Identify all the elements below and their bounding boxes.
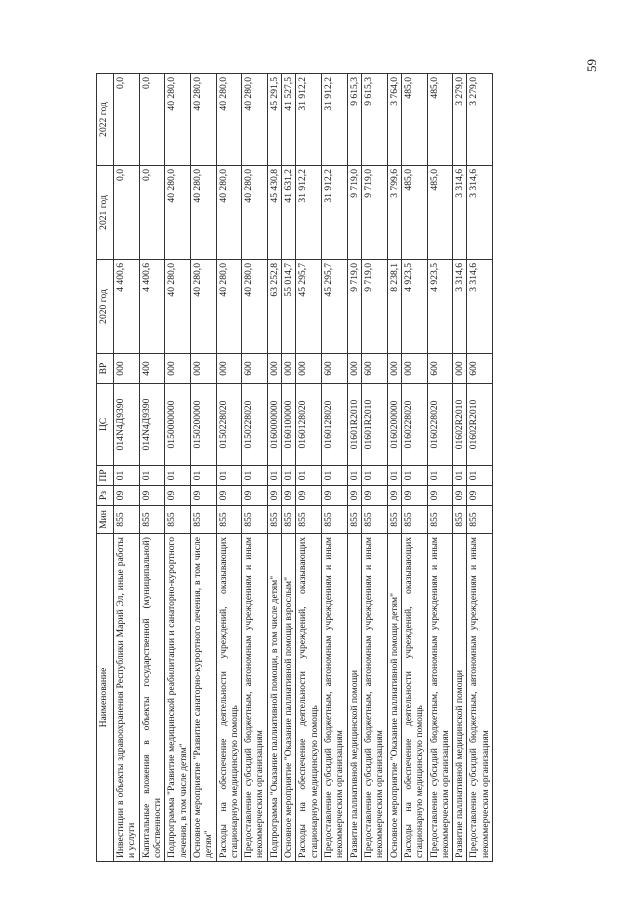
row-pr: 01 bbox=[114, 466, 140, 486]
row-name: Основное мероприятие "Оказание паллиативной помощи взрослым" bbox=[282, 534, 296, 862]
row-rz: 09 bbox=[296, 486, 322, 506]
table-row bbox=[467, 74, 493, 862]
header-rz: Рз bbox=[97, 486, 114, 506]
row-pr: 01 bbox=[322, 466, 348, 486]
row-cs: 0160000000 bbox=[267, 384, 281, 466]
row-rz: 09 bbox=[401, 486, 427, 506]
row-min: 855 bbox=[267, 506, 281, 534]
row-rz: 09 bbox=[114, 486, 140, 506]
row-pr: 01 bbox=[216, 466, 242, 486]
row-value-2020: 9 719,0 bbox=[347, 260, 361, 354]
table-row bbox=[190, 74, 216, 862]
row-vr: 600 bbox=[427, 354, 453, 384]
row-name: Подпрограмма "Оказание паллиативной помощи, в том числе детям" bbox=[267, 534, 281, 862]
row-value-2022: 40 280,0 bbox=[242, 74, 268, 166]
row-value-2022: 485,0 bbox=[401, 74, 427, 166]
row-name: Развитие паллиативной медицинской помощи bbox=[347, 534, 361, 862]
row-pr: 01 bbox=[453, 466, 467, 486]
row-vr: 000 bbox=[296, 354, 322, 384]
row-min: 855 bbox=[467, 506, 493, 534]
row-rz: 09 bbox=[282, 486, 296, 506]
row-vr: 000 bbox=[282, 354, 296, 384]
table-row bbox=[267, 74, 281, 862]
header-name: Наименование bbox=[97, 534, 114, 862]
row-pr: 01 bbox=[165, 466, 191, 486]
row-vr: 600 bbox=[361, 354, 387, 384]
row-value-2020: 4 923,5 bbox=[427, 260, 453, 354]
row-rz: 09 bbox=[427, 486, 453, 506]
budget-table bbox=[96, 73, 493, 862]
row-rz: 09 bbox=[139, 486, 165, 506]
row-rz: 09 bbox=[347, 486, 361, 506]
row-value-2021: 3 314,6 bbox=[453, 166, 467, 260]
row-cs: 0160100000 bbox=[282, 384, 296, 466]
row-value-2020: 40 280,0 bbox=[165, 260, 191, 354]
table-row bbox=[282, 74, 296, 862]
table-row bbox=[165, 74, 191, 862]
row-value-2021: 0,0 bbox=[114, 166, 140, 260]
row-name: Основное мероприятие "Оказание паллиативной помощи детям" bbox=[387, 534, 401, 862]
row-min: 855 bbox=[282, 506, 296, 534]
row-value-2022: 0,0 bbox=[114, 74, 140, 166]
row-vr: 600 bbox=[242, 354, 268, 384]
row-min: 855 bbox=[427, 506, 453, 534]
row-pr: 01 bbox=[467, 466, 493, 486]
row-value-2020: 9 719,0 bbox=[361, 260, 387, 354]
row-rz: 09 bbox=[467, 486, 493, 506]
row-value-2020: 63 252,8 bbox=[267, 260, 281, 354]
table-row bbox=[139, 74, 165, 862]
row-value-2021: 40 280,0 bbox=[190, 166, 216, 260]
row-value-2022: 45 291,5 bbox=[267, 74, 281, 166]
row-pr: 01 bbox=[139, 466, 165, 486]
row-vr: 000 bbox=[347, 354, 361, 384]
row-value-2021: 9 719,0 bbox=[347, 166, 361, 260]
row-min: 855 bbox=[387, 506, 401, 534]
row-value-2020: 40 280,0 bbox=[190, 260, 216, 354]
row-value-2021: 45 430,8 bbox=[267, 166, 281, 260]
row-name: Расходы на обеспечение деятельности учреждений, оказывающих стационарную медицинскую помощь bbox=[401, 534, 427, 862]
row-name: Развитие паллиативной медицинской помощи bbox=[453, 534, 467, 862]
row-cs: 01601R2010 bbox=[361, 384, 387, 466]
row-value-2021: 485,0 bbox=[427, 166, 453, 260]
table-row bbox=[114, 74, 140, 862]
row-cs: 01602R2010 bbox=[467, 384, 493, 466]
row-cs: 0160228020 bbox=[401, 384, 427, 466]
row-name: Инвестиции в объекты здравоохранения Республики Марий Эл, иные работы и услуги bbox=[114, 534, 140, 862]
row-min: 855 bbox=[216, 506, 242, 534]
row-vr: 000 bbox=[114, 354, 140, 384]
header-2021: 2021 год bbox=[97, 166, 114, 260]
row-vr: 000 bbox=[216, 354, 242, 384]
budget-table-rotated bbox=[96, 74, 576, 862]
row-value-2021: 485,0 bbox=[401, 166, 427, 260]
row-rz: 09 bbox=[190, 486, 216, 506]
row-value-2020: 8 238,1 bbox=[387, 260, 401, 354]
row-min: 855 bbox=[114, 506, 140, 534]
row-cs: 01602R2010 bbox=[453, 384, 467, 466]
row-value-2020: 3 314,6 bbox=[453, 260, 467, 354]
row-name: Подпрограмма "Развитие медицинской реабилитации и санаторно-курортного лечения, в том числе детям" bbox=[165, 534, 191, 862]
row-cs: 0150228020 bbox=[216, 384, 242, 466]
table-row bbox=[453, 74, 467, 862]
header-2020: 2020 год bbox=[97, 260, 114, 354]
row-value-2021: 40 280,0 bbox=[165, 166, 191, 260]
header-cs: ЦС bbox=[97, 384, 114, 466]
row-name: Расходы на обеспечение деятельности учреждений, оказывающих стационарную медицинскую помощь bbox=[296, 534, 322, 862]
row-value-2020: 3 314,6 bbox=[467, 260, 493, 354]
row-pr: 01 bbox=[361, 466, 387, 486]
row-vr: 000 bbox=[387, 354, 401, 384]
row-cs: 014N4Д9390 bbox=[139, 384, 165, 466]
row-value-2022: 40 280,0 bbox=[216, 74, 242, 166]
row-name: Основное мероприятие "Развитие санаторно-курортного лечения, в том числе детям" bbox=[190, 534, 216, 862]
row-value-2020: 45 295,7 bbox=[296, 260, 322, 354]
row-rz: 09 bbox=[322, 486, 348, 506]
row-value-2021: 31 912,2 bbox=[296, 166, 322, 260]
row-value-2022: 41 527,5 bbox=[282, 74, 296, 166]
row-min: 855 bbox=[165, 506, 191, 534]
row-value-2022: 3 279,0 bbox=[453, 74, 467, 166]
row-rz: 09 bbox=[267, 486, 281, 506]
row-cs: 0160200000 bbox=[387, 384, 401, 466]
row-min: 855 bbox=[242, 506, 268, 534]
row-min: 855 bbox=[322, 506, 348, 534]
row-pr: 01 bbox=[347, 466, 361, 486]
row-min: 855 bbox=[139, 506, 165, 534]
row-name: Предоставление субсидий бюджетным, автономным учреждениям и иным некоммерческим организациям bbox=[322, 534, 348, 862]
row-value-2020: 55 014,7 bbox=[282, 260, 296, 354]
row-vr: 600 bbox=[467, 354, 493, 384]
row-value-2022: 0,0 bbox=[139, 74, 165, 166]
row-value-2021: 40 280,0 bbox=[216, 166, 242, 260]
table-row bbox=[347, 74, 361, 862]
row-pr: 01 bbox=[427, 466, 453, 486]
row-pr: 01 bbox=[401, 466, 427, 486]
row-value-2022: 40 280,0 bbox=[190, 74, 216, 166]
row-value-2022: 9 615,3 bbox=[347, 74, 361, 166]
row-rz: 09 bbox=[387, 486, 401, 506]
row-name: Предоставление субсидий бюджетным, автономным учреждениям и иным некоммерческим организациям bbox=[467, 534, 493, 862]
table-row bbox=[361, 74, 387, 862]
row-value-2021: 40 280,0 bbox=[242, 166, 268, 260]
table-row bbox=[296, 74, 322, 862]
row-vr: 000 bbox=[165, 354, 191, 384]
row-name: Предоставление субсидий бюджетным, автономным учреждениям и иным некоммерческим организациям bbox=[427, 534, 453, 862]
row-pr: 01 bbox=[242, 466, 268, 486]
row-cs: 0160228020 bbox=[427, 384, 453, 466]
row-value-2020: 4 400,6 bbox=[139, 260, 165, 354]
row-value-2022: 31 912,2 bbox=[296, 74, 322, 166]
row-value-2021: 31 912,2 bbox=[322, 166, 348, 260]
row-vr: 000 bbox=[267, 354, 281, 384]
row-cs: 0160128020 bbox=[296, 384, 322, 466]
table-row bbox=[242, 74, 268, 862]
page-number: 59 bbox=[584, 59, 599, 72]
row-min: 855 bbox=[296, 506, 322, 534]
row-value-2021: 9 719,0 bbox=[361, 166, 387, 260]
row-rz: 09 bbox=[216, 486, 242, 506]
row-name: Расходы на обеспечение деятельности учреждений, оказывающих стационарную медицинскую помощь bbox=[216, 534, 242, 862]
row-name: Капитальные вложения в объекты государственной (муниципальной) собственности bbox=[139, 534, 165, 862]
header-pr: ПР bbox=[97, 466, 114, 486]
row-vr: 000 bbox=[190, 354, 216, 384]
row-cs: 0150000000 bbox=[165, 384, 191, 466]
row-min: 855 bbox=[347, 506, 361, 534]
row-value-2021: 3 314,6 bbox=[467, 166, 493, 260]
row-value-2020: 40 280,0 bbox=[242, 260, 268, 354]
row-vr: 600 bbox=[322, 354, 348, 384]
row-value-2022: 31 912,2 bbox=[322, 74, 348, 166]
row-value-2022: 485,0 bbox=[427, 74, 453, 166]
header-min: Мин bbox=[97, 506, 114, 534]
row-vr: 000 bbox=[401, 354, 427, 384]
row-pr: 01 bbox=[282, 466, 296, 486]
row-pr: 01 bbox=[387, 466, 401, 486]
row-rz: 09 bbox=[361, 486, 387, 506]
row-value-2020: 45 295,7 bbox=[322, 260, 348, 354]
row-value-2020: 4 400,6 bbox=[114, 260, 140, 354]
row-value-2021: 3 799,6 bbox=[387, 166, 401, 260]
row-min: 855 bbox=[190, 506, 216, 534]
row-value-2021: 41 631,2 bbox=[282, 166, 296, 260]
row-value-2022: 9 615,3 bbox=[361, 74, 387, 166]
row-min: 855 bbox=[361, 506, 387, 534]
row-cs: 0150228020 bbox=[242, 384, 268, 466]
row-pr: 01 bbox=[296, 466, 322, 486]
row-value-2020: 4 923,5 bbox=[401, 260, 427, 354]
table-header-row bbox=[97, 74, 114, 862]
row-cs: 01601R2010 bbox=[347, 384, 361, 466]
row-cs: 014N4Д9390 bbox=[114, 384, 140, 466]
table-row bbox=[401, 74, 427, 862]
row-value-2022: 3 279,0 bbox=[467, 74, 493, 166]
row-cs: 0150200000 bbox=[190, 384, 216, 466]
header-vr: ВР bbox=[97, 354, 114, 384]
row-value-2022: 40 280,0 bbox=[165, 74, 191, 166]
row-rz: 09 bbox=[165, 486, 191, 506]
row-value-2021: 0,0 bbox=[139, 166, 165, 260]
row-value-2020: 40 280,0 bbox=[216, 260, 242, 354]
row-vr: 400 bbox=[139, 354, 165, 384]
row-pr: 01 bbox=[190, 466, 216, 486]
row-min: 855 bbox=[453, 506, 467, 534]
row-value-2022: 3 764,0 bbox=[387, 74, 401, 166]
table-row bbox=[322, 74, 348, 862]
table-row bbox=[387, 74, 401, 862]
row-min: 855 bbox=[401, 506, 427, 534]
row-cs: 0160128020 bbox=[322, 384, 348, 466]
row-name: Предоставление субсидий бюджетным, автономным учреждениям и иным некоммерческим организациям bbox=[361, 534, 387, 862]
header-2022: 2022 год bbox=[97, 74, 114, 166]
table-row bbox=[216, 74, 242, 862]
table-row bbox=[427, 74, 453, 862]
row-vr: 000 bbox=[453, 354, 467, 384]
row-rz: 09 bbox=[242, 486, 268, 506]
row-name: Предоставление субсидий бюджетным, автономным учреждениям и иным некоммерческим организациям bbox=[242, 534, 268, 862]
row-pr: 01 bbox=[267, 466, 281, 486]
row-rz: 09 bbox=[453, 486, 467, 506]
